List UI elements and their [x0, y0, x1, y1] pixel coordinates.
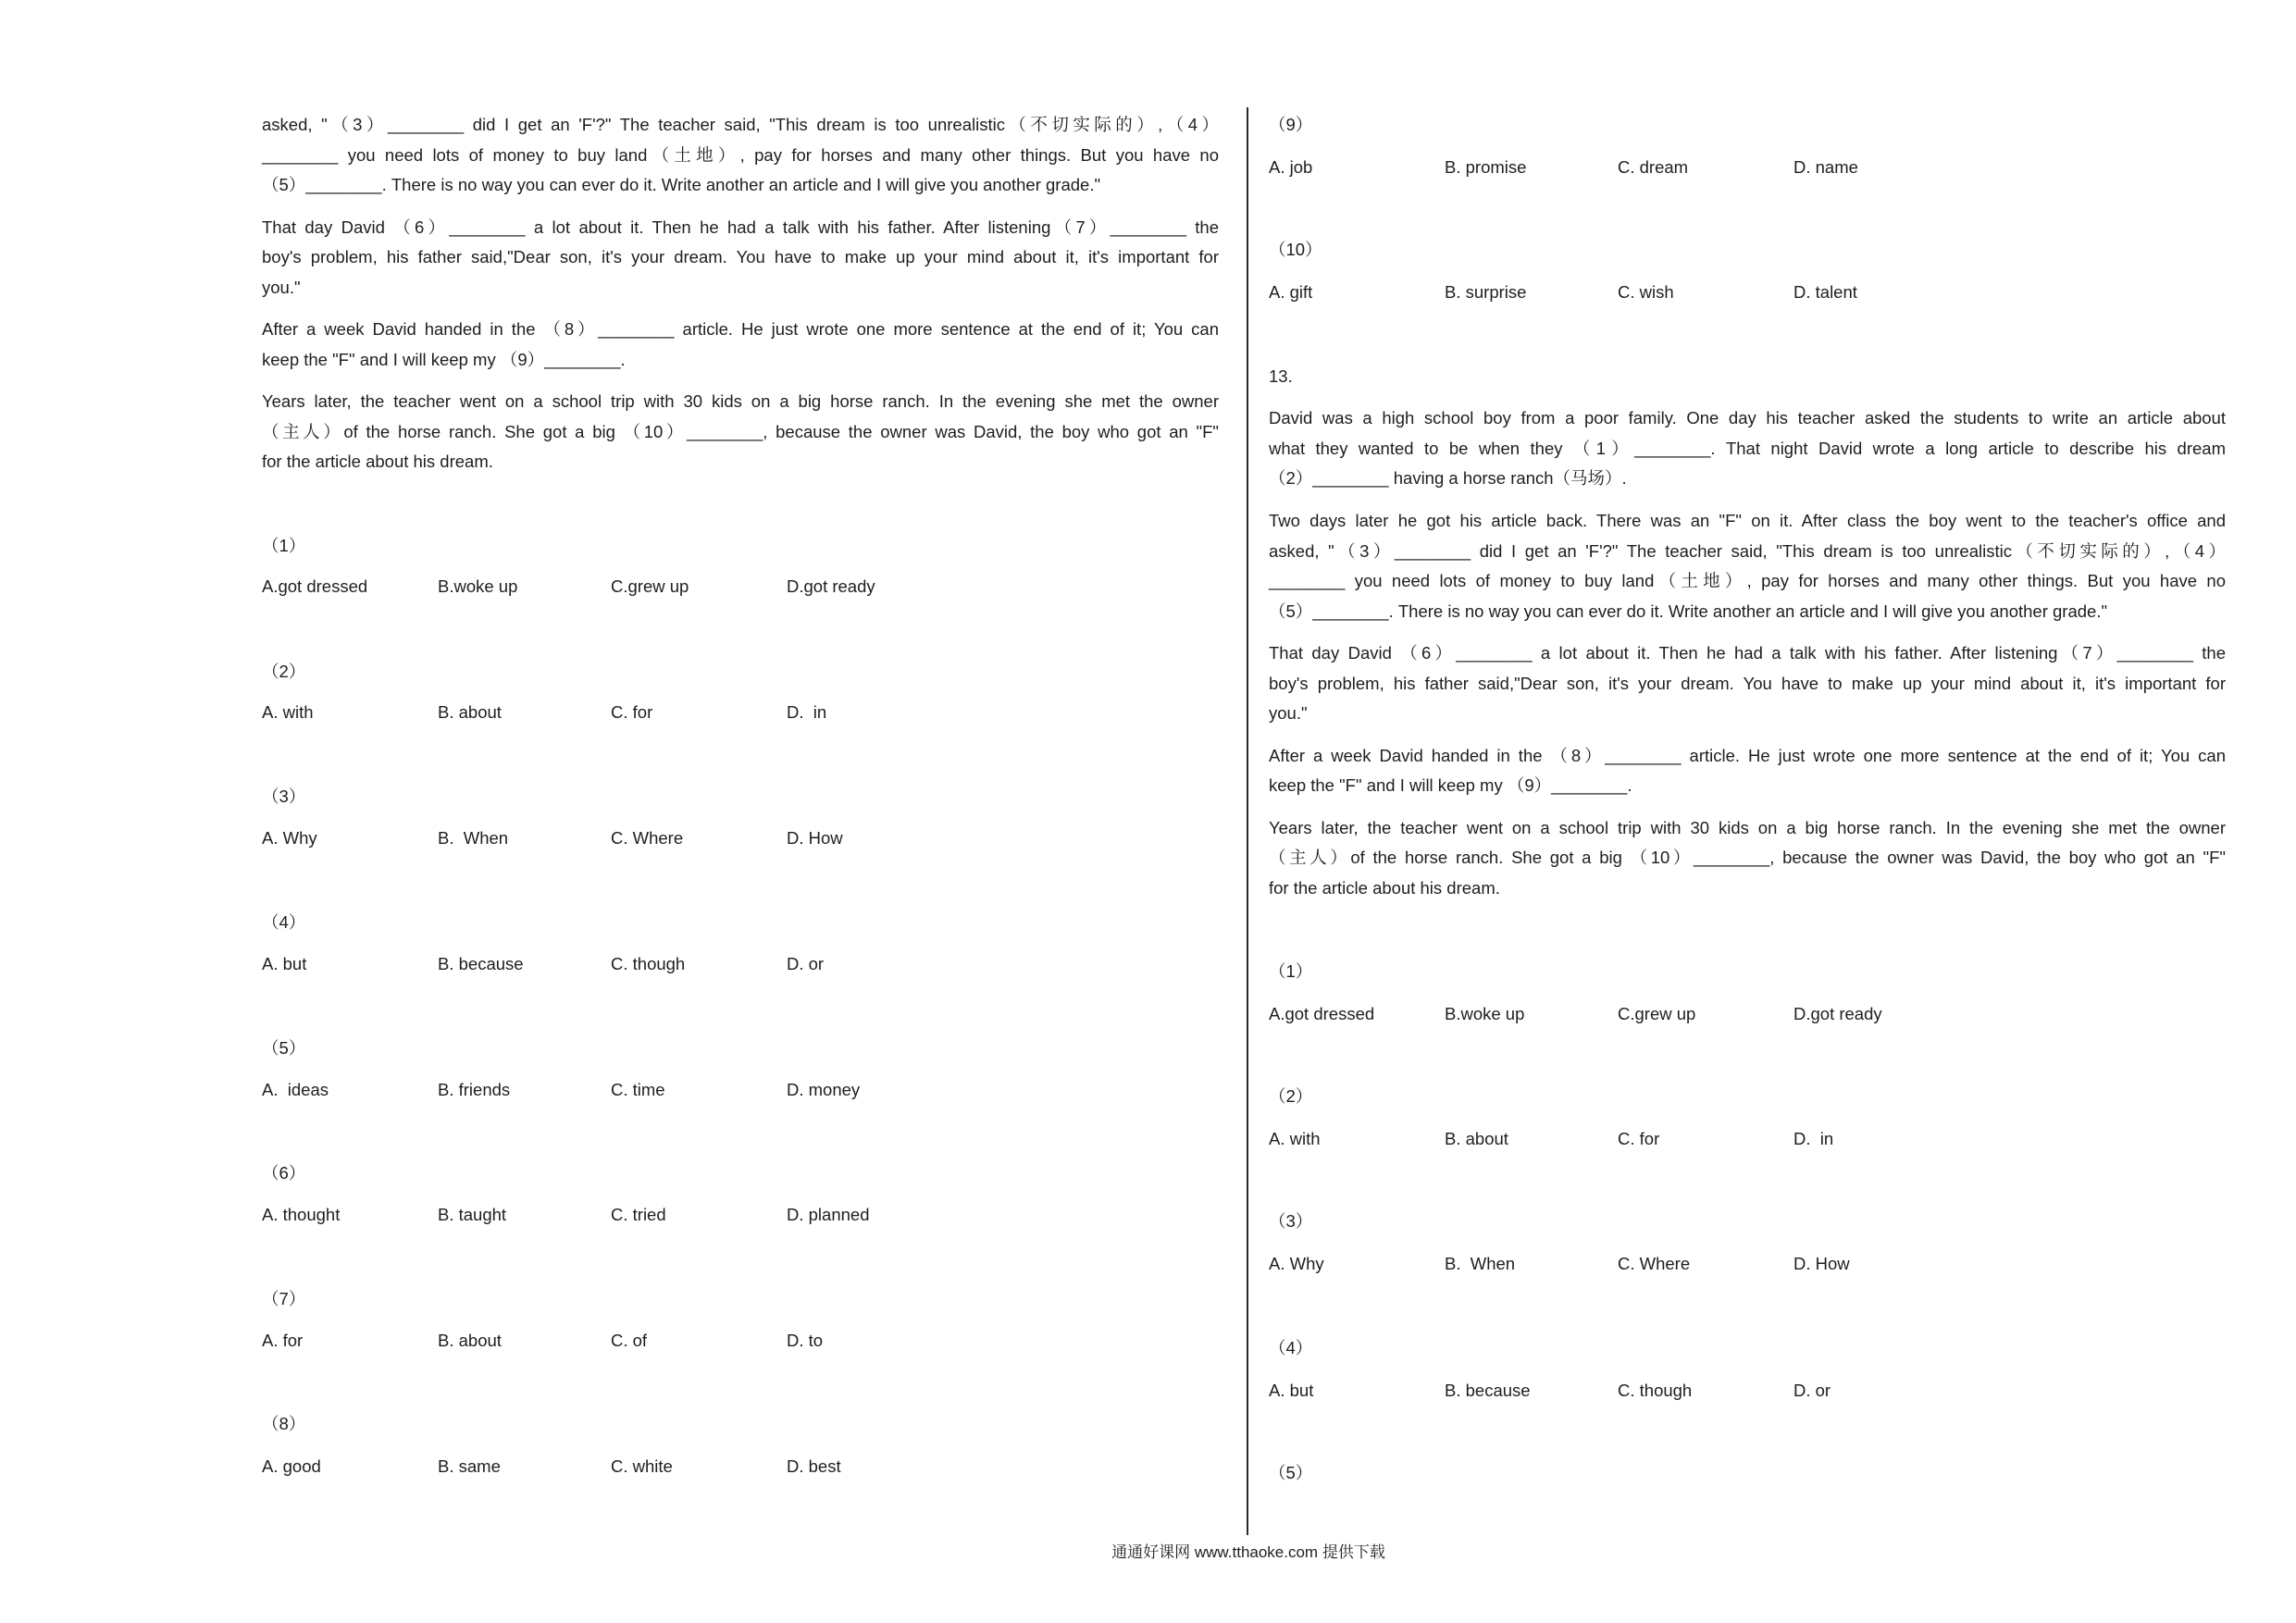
passage-line: you." [262, 278, 301, 297]
question-number-label: （1） [1269, 961, 1313, 981]
option-b[interactable]: B. taught [438, 1205, 507, 1224]
option-d[interactable]: D.got ready [1793, 1004, 1882, 1023]
option-c[interactable]: C. of [611, 1331, 648, 1350]
option-a[interactable]: A. with [262, 702, 314, 722]
question-number-label: （3） [1269, 1211, 1313, 1231]
option-d[interactable]: D. in [787, 702, 827, 722]
column-divider [1247, 107, 1248, 1535]
option-b[interactable]: B. about [1445, 1129, 1508, 1148]
item-number: 13. [1269, 366, 1293, 386]
passage-line: asked, "（3）________ did I get an 'F'?" The teacher said, "This dream is too unrealistic（不切实际的）,（4） [1269, 541, 2226, 561]
option-a[interactable]: A. Why [262, 828, 317, 848]
passage-line: boy's problem, his father said,"Dear son, it's your dream. You have to make up your mind about it, it's important for [1269, 674, 2226, 693]
option-c[interactable]: C. though [611, 954, 686, 973]
option-row [1269, 278, 2226, 307]
option-row [1269, 153, 2226, 182]
option-row [262, 1326, 1219, 1356]
page-footer: 通通好课网 www.tthaoke.com 提供下载 [1111, 1543, 1385, 1561]
passage-line: Two days later he got his article back. There was an "F" on it. After class the boy went to the teacher's office and [1269, 511, 2226, 530]
passage-line: （5）________. There is no way you can ever do it. Write another an article and I will give you another grade." [1269, 601, 2108, 621]
passage-line: you." [1269, 703, 1308, 723]
question-number-label: （5） [1269, 1463, 1313, 1482]
option-row [262, 1075, 1219, 1105]
passage-line: keep the "F" and I will keep my （9）________. [1269, 775, 1632, 795]
passage-line: After a week David handed in the （8）________ article. He just wrote one more sentence at the end of it; You can [1269, 746, 2226, 765]
option-a[interactable]: A. for [262, 1331, 304, 1350]
option-row [262, 1200, 1219, 1230]
option-a[interactable]: A.got dressed [1269, 1004, 1375, 1023]
option-row [262, 949, 1219, 979]
option-c[interactable]: C. for [611, 702, 653, 722]
option-d[interactable]: D. or [1793, 1381, 1831, 1400]
passage-line: Years later, the teacher went on a school trip with 30 kids on a big horse ranch. In the evening she met the owner [262, 391, 1219, 411]
option-row [262, 824, 1219, 853]
option-d[interactable]: D.got ready [787, 576, 875, 596]
option-d[interactable]: D. talent [1793, 282, 1857, 302]
option-b[interactable]: B. because [438, 954, 524, 973]
question-number-label: （9） [1269, 115, 1313, 134]
question-number-label: （5） [262, 1038, 306, 1058]
option-d[interactable]: D. best [787, 1456, 841, 1476]
passage-line: keep the "F" and I will keep my （9）________. [262, 350, 626, 369]
passage-line: what they wanted to be when they （1）________. That night David wrote a long article to describe his dream [1269, 439, 2226, 458]
option-d[interactable]: D. in [1793, 1129, 1834, 1148]
option-row [262, 698, 1219, 727]
question-number-label: （2） [1269, 1086, 1313, 1106]
option-c[interactable]: C. though [1618, 1381, 1693, 1400]
option-a[interactable]: A. ideas [262, 1080, 329, 1099]
option-a[interactable]: A.got dressed [262, 576, 368, 596]
passage-line: David was a high school boy from a poor family. One day his teacher asked the students to write an article about [1269, 408, 2226, 427]
option-a[interactable]: A. thought [262, 1205, 341, 1224]
option-b[interactable]: B.woke up [1445, 1004, 1525, 1023]
option-c[interactable]: C.grew up [611, 576, 689, 596]
option-b[interactable]: B.woke up [438, 576, 518, 596]
left-column [262, 0, 1219, 1623]
option-a[interactable]: A. Why [1269, 1254, 1324, 1273]
option-c[interactable]: C. Where [611, 828, 684, 848]
option-d[interactable]: D. money [787, 1080, 861, 1099]
option-b[interactable]: B. promise [1445, 157, 1527, 177]
option-c[interactable]: C. for [1618, 1129, 1660, 1148]
passage-line: ________ you need lots of money to buy land（土地）, pay for horses and many other things. But you have no [262, 145, 1219, 165]
option-row [1269, 1124, 2226, 1154]
right-column [1269, 0, 2226, 1623]
option-a[interactable]: A. gift [1269, 282, 1313, 302]
passage-line: ________ you need lots of money to buy land（土地）, pay for horses and many other things. But you have no [1269, 571, 2226, 590]
option-d[interactable]: D. How [1793, 1254, 1850, 1273]
option-a[interactable]: A. but [1269, 1381, 1314, 1400]
option-c[interactable]: C. dream [1618, 157, 1689, 177]
option-a[interactable]: A. job [1269, 157, 1313, 177]
option-b[interactable]: B. friends [438, 1080, 511, 1099]
passage-line: Years later, the teacher went on a school trip with 30 kids on a big horse ranch. In the evening she met the owner [1269, 818, 2226, 837]
option-c[interactable]: C. white [611, 1456, 673, 1476]
question-number-label: （7） [262, 1289, 306, 1308]
passage-line: asked, "（3）________ did I get an 'F'?" The teacher said, "This dream is too unrealistic（不切实际的）,（4） [262, 115, 1219, 134]
question-number-label: （3） [262, 787, 306, 806]
option-c[interactable]: C. Where [1618, 1254, 1691, 1273]
passage-line: （主人）of the horse ranch. She got a big （10）________, because the owner was David, the boy who got an "F" [262, 422, 1219, 441]
option-b[interactable]: B. When [438, 828, 509, 848]
passage-line: boy's problem, his father said,"Dear son, it's your dream. You have to make up your mind about it, it's important for [262, 247, 1219, 266]
option-d[interactable]: D. or [787, 954, 825, 973]
question-number-label: （4） [262, 912, 306, 932]
option-row [262, 1452, 1219, 1481]
question-number-label: （4） [1269, 1338, 1313, 1357]
option-d[interactable]: D. name [1793, 157, 1858, 177]
passage-line: That day David （6）________ a lot about it. Then he had a talk with his father. After listening（7）________ the [1269, 643, 2226, 663]
option-a[interactable]: A. but [262, 954, 307, 973]
option-b[interactable]: B. surprise [1445, 282, 1527, 302]
option-row [262, 572, 1219, 601]
option-row [1269, 999, 2226, 1029]
question-number-label: （8） [262, 1414, 306, 1433]
option-b[interactable]: B. because [1445, 1381, 1531, 1400]
option-b[interactable]: B. about [438, 702, 502, 722]
option-d[interactable]: D. How [787, 828, 843, 848]
question-number-label: （10） [1269, 240, 1322, 259]
option-d[interactable]: D. to [787, 1331, 824, 1350]
passage-line: （5）________. There is no way you can ever do it. Write another an article and I will give you another grade." [262, 175, 1101, 194]
option-b[interactable]: B. about [438, 1331, 502, 1350]
passage-line: for the article about his dream. [1269, 878, 1500, 898]
question-number-label: （1） [262, 536, 306, 555]
option-a[interactable]: A. with [1269, 1129, 1321, 1148]
option-c[interactable]: C.grew up [1618, 1004, 1696, 1023]
option-c[interactable]: C. time [611, 1080, 665, 1099]
question-number-label: （6） [262, 1163, 306, 1183]
passage-line: That day David （6）________ a lot about it. Then he had a talk with his father. After listening（7）________ the [262, 217, 1219, 237]
passage-line: （主人）of the horse ranch. She got a big （10）________, because the owner was David, the boy who got an "F" [1269, 848, 2226, 867]
question-number-label: （2） [262, 662, 306, 681]
option-b[interactable]: B. same [438, 1456, 501, 1476]
option-b[interactable]: B. When [1445, 1254, 1516, 1273]
option-c[interactable]: C. wish [1618, 282, 1674, 302]
option-d[interactable]: D. planned [787, 1205, 870, 1224]
passage-line: （2）________ having a horse ranch（马场）. [1269, 468, 1627, 488]
passage-line: for the article about his dream. [262, 452, 493, 471]
option-row [1269, 1376, 2226, 1406]
option-row [1269, 1249, 2226, 1279]
passage-line: After a week David handed in the （8）________ article. He just wrote one more sentence at the end of it; You can [262, 319, 1219, 339]
option-c[interactable]: C. tried [611, 1205, 666, 1224]
option-a[interactable]: A. good [262, 1456, 321, 1476]
